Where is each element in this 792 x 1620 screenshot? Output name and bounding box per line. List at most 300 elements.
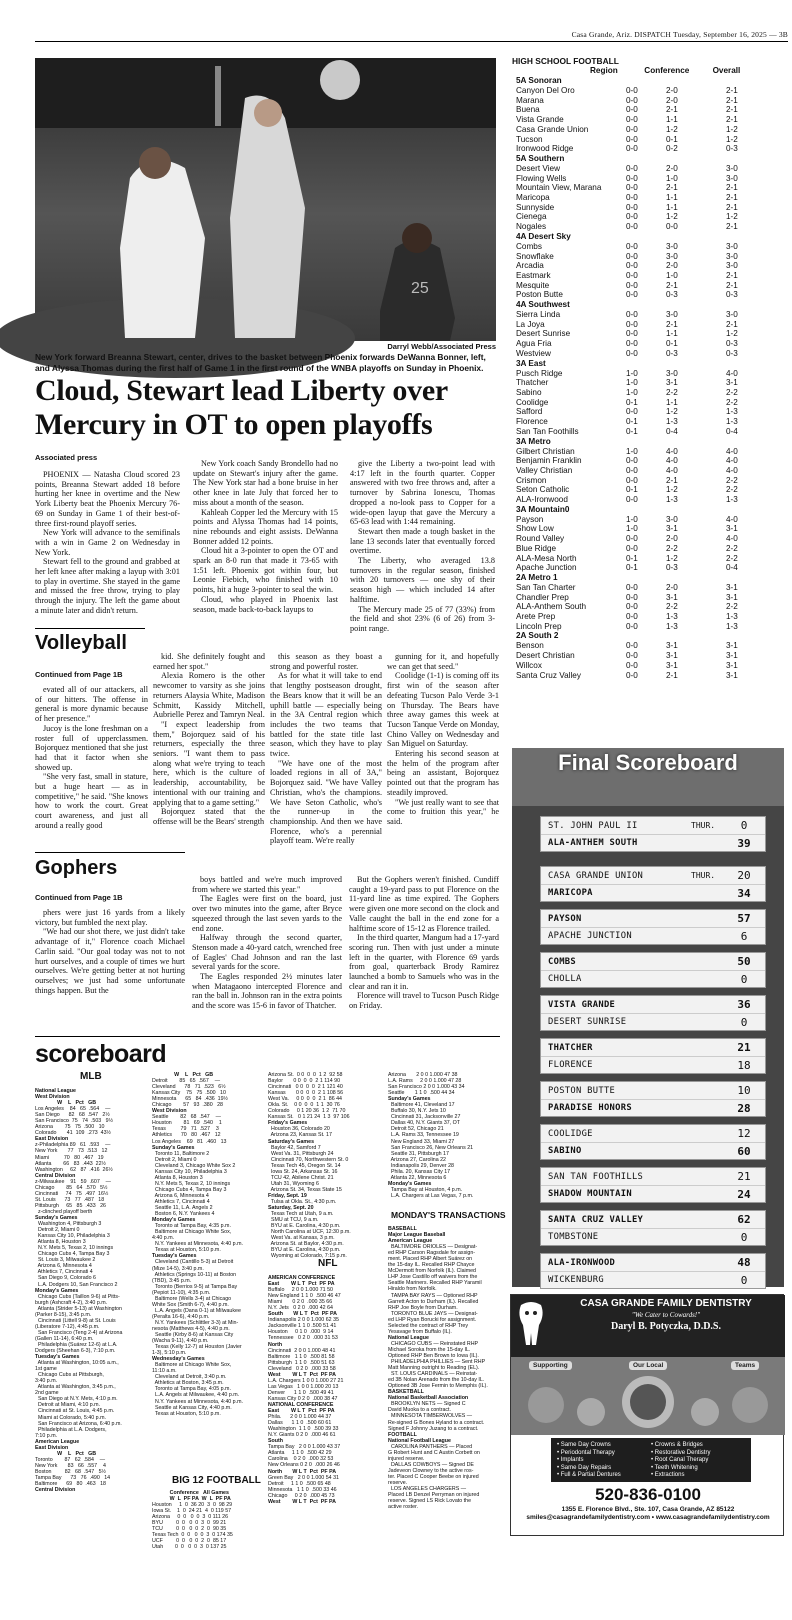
lead-photo [35,58,496,341]
record: 3-0 [726,251,738,261]
agate-line: Buffalo 2 0 0 1.000 71 50 [268,1287,333,1294]
standings-body [512,76,788,680]
agate-line: 2nd game [35,1390,59,1397]
record: 0-0 [626,270,638,280]
agate-line: Tulsa at Okla. St., 4:30 p.m. [268,1198,337,1205]
agate-line: Arizona St. at Baylor, 4:30 p.m. [268,1241,344,1248]
agate-line: East Division [35,1444,69,1451]
standings-row [512,534,788,544]
agate-line: San Francisco at Arizona, 6:40 p.m. [35,1420,122,1427]
standings-row [512,544,788,554]
away-score: 34 [737,886,751,900]
mlb-title: MLB [80,1071,102,1082]
agate-line: Baylor 42, Samford 7 [268,1144,321,1151]
agate-line: Cleveland 3, Chicago White Sox 2 [152,1162,236,1169]
agate-line: Denver 1 1 0 .500 49 41 [268,1389,334,1396]
game-day: THUR. [691,871,716,880]
agate-line: National Football League [388,1437,451,1444]
agate-line: Arizona 23, Kansas St. 17 [268,1132,332,1139]
home-team: ST. JOHN PAUL II [548,820,638,831]
service-item: • Full & Partial Dentures [557,1472,621,1478]
dentistry-ad [510,1294,784,1536]
record: 4-0 [726,534,738,544]
record: 3-1 [666,524,678,534]
football-standings [512,56,788,680]
agate-line: Arizona 6, Minnesota 4 [35,1263,92,1270]
photo-caption: New York forward Breanna Stewart, center, drives to the basket between Phoenix forwards DeWanna Bonner, left, and Alyssa Thomas during the first half of Game 1 in the first round of the WNBA playoffs on Sunday in Phoenix. [35,352,486,373]
paragraph: "I expect leadership from them," Bojorquez said of his returners, especially the three seniors. "I want them to pass along what we're trying to teach here, which is the culture of leadership, accountability, be intentional with our training and applying that to a game setting." [153,719,265,807]
agate-line: Detroit at Miami, 4:10 p.m. [35,1402,101,1409]
agate-line: San Francisco 75 74 .503 9½ [35,1118,114,1125]
record: 0-4 [726,563,738,573]
standings-row [512,271,788,281]
record: 3-0 [666,241,678,251]
standings-row [512,86,788,96]
agate-line: Friday's Games [268,1120,308,1127]
agate-line: Kansas City 75 75 .500 10 [152,1090,226,1097]
agate-line: Chicago Cubs (Taillon 9-6) at Pitts- [35,1293,120,1300]
record: 2-2 [726,397,738,407]
paragraph: Stewart then made a tough basket in the lane 13 seconds later that eventually forced overtime. [350,526,495,556]
team-name: Mesquite [516,280,550,290]
agate-line: Phila. 2 0 0 1.000 44 37 [268,1414,332,1421]
standings-row [512,252,788,262]
ad-header [511,1295,785,1357]
agate-line: ST. LOUIS CARDINALS — Reinstat- [388,1371,478,1378]
agate-line: Seattle (Kirby 8-6) at Kansas City [152,1332,234,1339]
record: 1-1 [666,202,678,212]
standings-row [512,524,788,534]
record: 2-2 [726,602,738,612]
agate-line: Optioned 3B Jose Fermin to Memphis (IL). [388,1383,488,1390]
record: 0-3 [666,348,678,358]
agate-line: the 15-day IL. Recalled RHP Chayce [388,1262,475,1269]
record: 0-0 [626,222,638,232]
paragraph: Kahleah Copper led the Mercury with 15 points and Alyssa Thomas had 14 points, nine rebounds and eight assists. DeWanna Bonner added 12 points. [193,507,338,546]
agate-line: Arizona 6, Minnesota 4 [152,1192,209,1199]
agate-line: L.A. Chargers 1 0 0 1.000 27 21 [268,1377,344,1384]
away-score: 60 [737,1144,751,1158]
standings-row [512,485,788,495]
ad-street: 1355 E. Florence Blvd., Ste. 107, Casa Grande, AZ 85122 [561,1506,735,1513]
agate-line: Washington 62 87 .416 26½ [35,1166,113,1173]
agate-line: reserve. [388,1479,408,1486]
service-item: • Crowns & Bridges [651,1442,703,1448]
game-line [541,884,765,901]
gophers-column-1 [35,908,185,995]
team-name: Poston Butte [516,290,563,300]
agate-line: Conference All Games [152,1490,229,1496]
team-name: Sunnyside [516,202,555,212]
ad-doctor: Daryl B. Potyczka, D.D.S. [611,1321,721,1332]
agate-line: Cleveland 0 2 0 .000 33 58 [268,1365,336,1372]
agate-line: Seattle 31, Pittsburgh 17 [388,1150,449,1157]
standings-row [512,515,788,525]
record: 0-3 [726,339,738,349]
agate-line: San Francisco 2 0 0 1.000 43 34 [388,1084,465,1091]
agate-line: Tampa Bay 73 76 .490 14 [35,1475,111,1481]
agate-line: 11:10 a.m. [152,1368,177,1375]
agate-line: Major League Baseball [388,1232,446,1239]
standings-row [512,495,788,505]
standings-row [512,174,788,184]
agate-line: National League [35,1088,76,1094]
agate-line: David Muoka to a contract. [388,1407,452,1414]
record: 0-0 [626,290,638,300]
agate-line: Arizona 27, Carolina 22 [388,1156,447,1163]
section-rule [35,628,145,629]
agate-line: Michael Soroka from the 15-day IL. [388,1346,471,1353]
agate-line: Texas (Kelly 12-7) at Houston (Javier [152,1344,242,1351]
record: 2-2 [666,387,678,397]
home-score: 36 [737,998,751,1011]
record: 1-2 [726,124,738,134]
agate-line: Kansas City 10, Philadelphia 3 [35,1233,110,1240]
record: 2-0 [666,534,678,544]
paragraph: Halfway through the second quarter, Stenson made a 40-yard catch, wrenched free of Eagles' Chad Johnson and ran the last several yards for the score. [192,933,342,972]
agate-line: BYU at E. Carolina, 4:30 p.m. [268,1247,341,1254]
paragraph: New York will advance to the semifinals with a win in Game 2 on Wednesday in New York. [35,528,180,557]
record: 3-0 [726,261,738,271]
game-line [541,910,765,927]
agate-line: Cincinnati (Littell 9-8) at St. Louis [35,1317,116,1324]
agate-line: Atlanta 66 83 .443 22½ [35,1160,106,1167]
agate-line: Houston 36, Colorado 20 [268,1126,330,1133]
game-line [541,1254,765,1271]
home-team: ALA-IRONWOOD [548,1257,616,1268]
agate-line: Atlanta at Washington, 10:05 a.m., [35,1360,119,1367]
agate-line: Texas at Houston, 5:10 p.m. [152,1410,221,1417]
home-team: SAN TAN FOOTHILLS [548,1171,644,1182]
agate-line: Arizona St. 34, Texas State 15 [268,1186,342,1193]
agate-line: L.A. Rams 33, Tennessee 19 [388,1132,459,1139]
agate-line: ment. Placed RHP Albert Suárez on [388,1256,473,1263]
volleyball-column-3 [270,652,382,846]
home-score: 62 [737,1213,751,1226]
agate-line: West W L T Pct PF PA [268,1371,336,1378]
gophers-column-3 [349,875,499,1011]
record: 2-2 [726,475,738,485]
agate-line: Atlanta at Washington, 3:45 p.m., [35,1384,116,1391]
tooth-mascot-icon [515,1299,547,1353]
paragraph: The Eagles responded 2½ minutes later when Matagaono intercepted Florence and ran the ball in. Johnson ran in the extra points and the score was 15-6 in favor of Thatcher. [192,972,342,1011]
agate-line: San Francisco 26, New Orleans 21 [388,1144,474,1151]
agate-line: BYU at E. Carolina, 4:30 p.m. [268,1223,341,1230]
record: 2-1 [726,86,738,95]
agate-line: West Va. 31, Pittsburgh 24 [268,1150,334,1157]
agate-line: Baltimore (Wells 3-4) at Chicago [152,1295,232,1302]
standings-row [512,320,788,330]
standings-row [512,612,788,622]
agate-line: Cincinnati at St. Louis, 4:45 p.m. [35,1408,115,1415]
agate-line: Toronto at Tampa Bay, 4:05 p.m. [152,1386,231,1393]
agate-line: Monday's Games [152,1217,196,1224]
final-scoreboard-title: Final Scoreboard [558,750,738,775]
record: 1-2 [726,134,738,144]
team-name: San Tan Charter [516,582,576,592]
agate-line: East Division [35,1136,69,1143]
record: 4-0 [726,456,738,466]
record: 0-0 [626,124,638,134]
team-name: Chandler Prep [516,592,569,602]
section-rule [35,1036,500,1037]
paragraph: Jucoy is the lone freshman on a roster full of upperclassmen. Bojorquez mentioned that she just had that it factor when she showed up. [35,723,148,772]
record: 0-0 [626,348,638,358]
agate-line: z-Milwaukee 91 59 .607 — [35,1178,111,1185]
agate-line: Jadeveon Clowney to the active ros- [388,1467,474,1474]
record: 0-0 [626,329,638,339]
standings-row [512,193,788,203]
agate-line: Jacksonville 1 1 0 .500 51 41 [268,1323,337,1330]
team-name: Vista Grande [516,115,564,125]
record: 0-3 [726,290,738,300]
record: 1-3 [666,612,678,622]
agate-line: (TBD), 3:45 p.m. [152,1277,192,1284]
paragraph: Bojorquez stated that the offense will be the Bears' strength [153,807,265,826]
home-team: COMBS [548,956,576,967]
away-team: SHADOW MOUNTAIN [548,1189,632,1199]
team-name: Desert Sunrise [516,329,571,339]
agate-line: MINNESOTA TIMBERWOLVES — [388,1413,473,1420]
ad-phone[interactable]: 520-836-0100 [595,1485,701,1504]
record: 3-1 [726,378,738,388]
away-score: 28 [737,1101,751,1115]
team-name: La Joya [516,319,545,329]
game-line [541,867,765,884]
agate-line: 4:40 p.m. [152,1235,175,1242]
record: 0-0 [626,456,638,466]
team-name: Agua Fria [516,339,552,349]
away-score: 0 [740,1273,748,1287]
nfl-results [388,1072,500,1202]
game-line [541,1013,765,1030]
record: 1-0 [626,378,638,388]
team-name: Flowing Wells [516,173,567,183]
agate-line: Pittsburgh 1 1 0 .500 51 63 [268,1359,335,1366]
agate-line: Houston 1 0 36 20 3 0 98 29 [152,1502,233,1509]
agate-line: z-clinched playoff berth [35,1208,93,1215]
standings-row [512,281,788,291]
home-score: 21 [737,1041,751,1054]
agate-line: L.A. Dodgers 10, San Francisco 2 [35,1281,118,1288]
ad-banner-right: Teams [731,1361,759,1370]
ad-web[interactable]: smiles@casagrandefamilydentistry.com • www.casagrandefamilydentistry.com [526,1514,770,1521]
service-item: • Restorative Dentistry [651,1449,711,1456]
agate-line: nesota (Matthews 4-5), 4:40 p.m. [152,1325,230,1332]
agate-line: National League [388,1334,429,1341]
agate-line: San Diego 82 68 .547 2½ [35,1112,110,1119]
team-name: Desert View [516,163,560,173]
team-name: Nogales [516,222,547,232]
standings-row [512,602,788,612]
home-score: 12 [737,1127,751,1140]
agate-line: L.A. Angels (Dana 0-1) at Milwaukee [152,1307,241,1314]
record: 0-0 [626,612,638,622]
record: 0-1 [666,134,678,144]
agate-line: San Diego 9, Colorado 6 [35,1275,96,1282]
record: 3-0 [666,310,678,320]
game-line [541,1099,765,1116]
record: 2-1 [666,183,678,193]
agate-line: Chicago Cubs at Pittsburgh, [35,1372,104,1379]
region-name: 5A Sonoran [516,76,562,85]
agate-line: (Liberatore 7-12), 4:45 p.m. [35,1323,100,1330]
standings-row [512,369,788,379]
agate-line: Cincinnati 2 0 0 1.000 48 41 [268,1347,336,1354]
agate-line: NATIONAL CONFERENCE [268,1401,334,1408]
agate-line: BASEBALL [388,1226,417,1232]
record: 0-0 [626,660,638,670]
agate-line: z-Philadelphia 89 61 .593 — [35,1142,111,1149]
home-team: CASA GRANDE UNION [548,870,644,881]
agate-line: N.Y. Mets 5, Texas 2, 10 innings [35,1245,114,1252]
agate-line: Friday, Sept. 19 [268,1192,307,1199]
team-name: Combs [516,241,542,251]
team-name: Cienega [516,212,547,222]
record: 0-0 [626,144,638,154]
record: 3-0 [666,251,678,261]
standings-row [512,456,788,466]
team-name: Benson [516,641,544,651]
agate-line: San Francisco (Teng 2-4) at Arizona [35,1329,123,1336]
record: 2-1 [726,115,738,125]
record: 3-1 [726,592,738,602]
team-name: Coolidge [516,397,549,407]
agate-line: Saturday's Games [268,1138,315,1145]
game-line [541,970,765,987]
agate-line: Seattle at Kansas City, 4:40 p.m. [152,1404,232,1411]
agate-line: Placed LB Denzel Perryman on injured [388,1492,480,1499]
record: 0-0 [626,115,638,125]
team-name: Show Low [516,524,554,534]
agate-line: Tennessee 0 2 0 .000 31 53 [268,1335,338,1342]
paragraph: New York coach Sandy Brondello had no update on Stewart's injury after the game. The New York star had a bone bruise in her other knee in late July that forced her to miss about a month of the season. [193,459,338,507]
agate-line: L.A. Rams 2 0 0 1.000 47 28 [388,1078,462,1085]
agate-line: Atlanta 8, Houston 3 [35,1239,86,1246]
record: 0-1 [626,563,638,573]
agate-line: Kansas St. 0 1 21 24 1 3 97 106 [268,1114,350,1121]
standings-columns [512,66,788,76]
game-line [541,1185,765,1202]
record: 0-4 [726,426,738,436]
standings-row [512,466,788,476]
agate-line: Baltimore 1 1 0 .500 81 58 [268,1353,335,1360]
agate-line: Toronto 11, Baltimore 2 [152,1150,210,1157]
standings-row [512,583,788,593]
away-score: 6 [740,929,748,943]
agate-line: Arizona St. 0 0 0 0 1 2 92 58 [268,1072,343,1078]
agate-line: American League [35,1438,80,1445]
agate-line: Sunday's Games [388,1096,431,1103]
standings-row [512,378,788,388]
standings-row [512,651,788,661]
standings-title: HIGH SCHOOL FOOTBALL [512,56,619,66]
big12-standings [152,1490,264,1580]
record: 3-1 [666,660,678,670]
agate-line: Detroit 85 65 .567 — [152,1078,221,1085]
team-name: Apache Junction [516,563,577,573]
agate-line: Tuesday's Games [152,1253,197,1260]
team-name: Arcadia [516,261,544,271]
home-team: POSTON BUTTE [548,1085,616,1096]
col-region: Region [590,66,618,75]
team-name: Eastmark [516,270,551,280]
record: 0-3 [726,348,738,358]
agate-line: W L Pct GB [35,1100,97,1107]
record: 0-0 [626,582,638,592]
game-line [541,1039,765,1056]
record: 2-1 [726,222,738,232]
agate-line: Texas Tech 45, Oregon St. 14 [268,1162,341,1169]
agate-line: FOOTBALL [388,1431,417,1438]
agate-line: Cincinnati 70, Northwestern St. 0 [268,1156,349,1163]
agate-line: Dallas 1 1 0 .500 60 61 [268,1420,332,1427]
game-line [541,996,765,1013]
agate-line: Baltimore at Chicago White Sox, [152,1229,232,1236]
agate-line: L.A. Chargers at Las Vegas, 7 p.m. [388,1192,474,1199]
paragraph: Stewart fell to the ground and grabbed at her left knee after making a layup with 3:01 to play in overtime. She stayed in the game and missed the free throw, trying to play through the injury. The left the game about a minute later and didn't return. [35,557,180,615]
game-line [541,953,765,970]
region-name: 5A Southern [516,153,565,163]
record: 2-2 [666,543,678,553]
agate-line: Arizona 75 75 .500 10 [35,1124,105,1131]
record: 0-1 [626,426,638,436]
standings-row [512,349,788,359]
record: 1-0 [666,270,678,280]
standings-row [512,554,788,564]
agate-line: Kansas 0 0 0 0 2 1 108 56 [268,1090,344,1097]
paragraph: In the third quarter, Mangum had a 17-yard scoring run. Then with just under a minute left in the quarter, with Florence 69 yards from goal, quarterback Brody Ramirez launched a bomb to Samuels who was in the clear and ran it in. [349,933,499,991]
service-item: • Same Day Crowns [557,1442,611,1448]
agate-line: BYU 0 0 0 0 3 0 99 21 [152,1520,227,1527]
record: 1-3 [726,417,738,427]
game-line [541,1168,765,1185]
record: 1-0 [626,387,638,397]
standings-row [512,622,788,632]
agate-line: New Orleans 0 2 0 .000 26 46 [268,1462,340,1469]
record: 1-1 [666,115,678,125]
lead-column-3 [350,459,495,634]
record: 2-1 [726,183,738,193]
paragraph: "We just really want to see that come to fruition this year," he said. [387,797,499,826]
record: 4-0 [726,465,738,475]
away-team: TOMBSTONE [548,1232,599,1242]
away-team: FLORENCE [548,1060,593,1070]
agate-line: West Division [152,1108,187,1115]
team-name: Gilbert Christian [516,446,575,456]
agate-line: Baltimore 69 80 .463 18 [35,1481,106,1488]
agate-line: Iowa St. 24, Arkansas St. 16 [268,1168,338,1175]
ad-services [551,1438,751,1482]
team-name: Pusch Ridge [516,368,563,378]
record: 3-1 [666,378,678,388]
paragraph: But the Gophers weren't finished. Cundiff caught a 19-yard pass to put Florence on the 11-yard line as time expired. The Gophers were given one more second on the clock and Valle caught the ball in the end zone for a halftime score of 15-12 as Florence trailed. [349,875,499,933]
record: 0-0 [626,621,638,631]
standings-row [512,212,788,222]
team-name: Blue Ridge [516,543,557,553]
record: 1-0 [626,514,638,524]
lead-byline: Associated press [35,453,98,462]
agate-line: Boston 82 68 .547 5½ [35,1468,106,1475]
record: 1-2 [666,407,678,417]
record: 0-0 [626,339,638,349]
agate-line: West Va. 0 0 0 0 2 1 86 44 [268,1096,343,1103]
agate-line: Chicago 85 64 .570 5½ [35,1184,108,1191]
agate-line: Cleveland 78 71 .523 6½ [152,1084,226,1091]
agate-line: Athletics 70 80 .467 12 [152,1132,221,1139]
agate-line: Philadelphia at L.A. Dodgers, [35,1426,107,1433]
record: 0-1 [626,485,638,495]
